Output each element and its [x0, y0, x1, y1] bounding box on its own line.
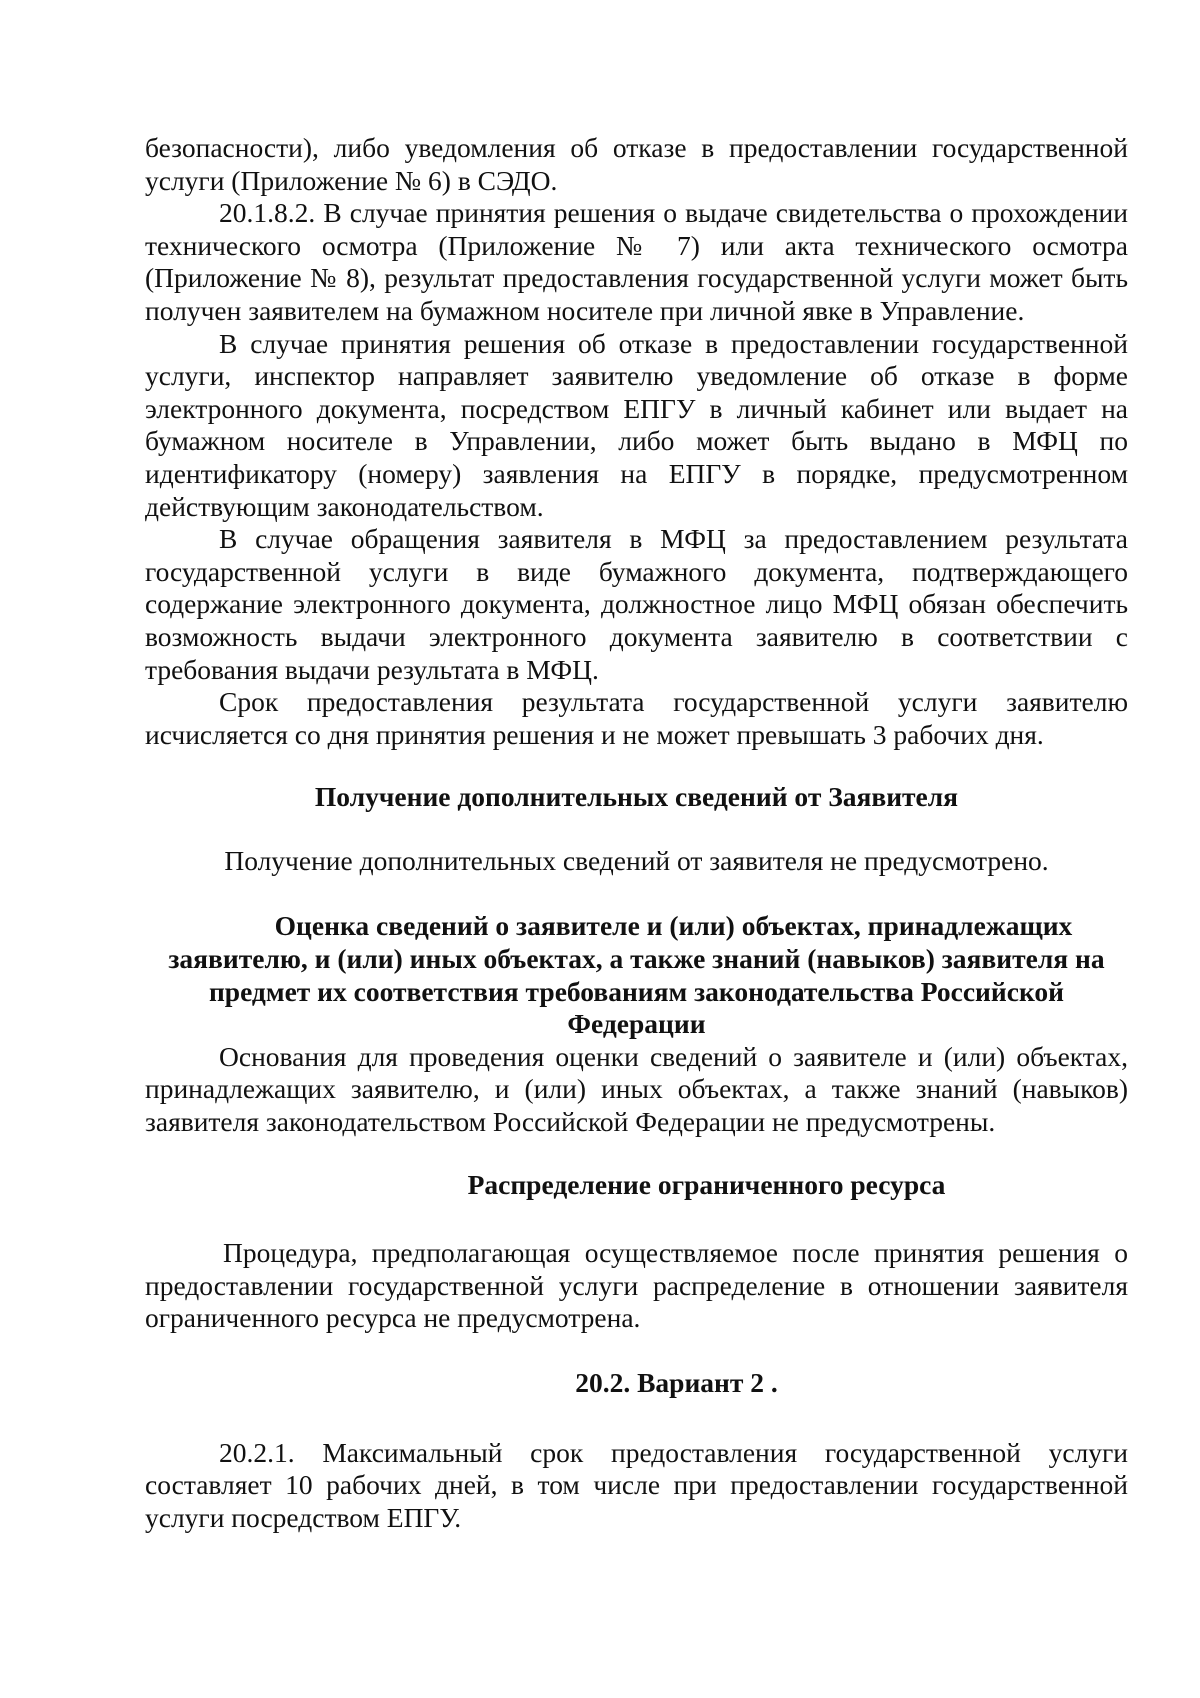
heading-applicant-assessment — [145, 910, 1128, 1040]
paragraph-mfc-request: В случае обращения заявителя в МФЦ за предоставлением результата государственной услуги в виде бумажного документа, подтверждающего содержание электронного документа, должностное лицо МФЦ обязан обеспечить возможность выдачи электронного документа заявителю в соответствии с требования выдачи результата в МФЦ. — [145, 523, 1128, 685]
heading-line: Оценка сведений о заявителе и (или) объектах, принадлежащих — [274, 910, 1073, 942]
paragraph-result-deadline: Срок предоставления результата государственной услуги заявителю исчисляется со дня принятия решения и не может превышать 3 рабочих дня. — [145, 686, 1128, 750]
paragraph-assessment-grounds: Основания для проведения оценки сведений о заявителе и (или) объектах, принадлежащих заявителю, и (или) иных объектах, а также знаний (навыков) заявителя законодательством Российской Федерации не предусмотрены. — [145, 1040, 1128, 1138]
heading-line: Федерации — [567, 1008, 706, 1040]
heading-variant-2: 20.2. Вариант 2 . — [575, 1367, 778, 1398]
heading-limited-resource: Распределение ограниченного ресурса — [467, 1168, 946, 1200]
paragraph-20-1-8-2: 20.1.8.2. В случае принятия решения о выдаче свидетельства о прохождении технического осмотра (Приложение № 7) или акта технического осмотра (Приложение № 8), результат предоставления государственной услуги может быть получен заявителем на бумажном носителе при личной явке в Управление. — [145, 197, 1128, 326]
paragraph-additional-info: Получение дополнительных сведений от заявителя не предусмотрено. — [224, 844, 1049, 876]
heading-line: предмет их соответствия требованиям законодательства Российской — [208, 975, 1065, 1007]
paragraph-continuation: безопасности), либо уведомления об отказе в предоставлении государственной услуги (Приложение № 6) в СЭДО. — [145, 132, 1128, 196]
paragraph-refusal-notice: В случае принятия решения об отказе в предоставлении государственной услуги, инспектор направляет заявителю уведомление об отказе в форме электронного документа, посредством ЕПГУ в личный кабинет или выдает на бумажном носителе в Управлении, либо может быть выдано в МФЦ по идентификатору (номеру) заявления на ЕПГУ в порядке, предусмотренном действующим законодательством. — [145, 327, 1128, 522]
heading-additional-info: Получение дополнительных сведений от Заявителя — [314, 781, 959, 813]
heading-line: заявителю, и (или) иных объектах, а также знаний (навыков) заявителя на — [168, 943, 1105, 975]
paragraph-limited-resource: Процедура, предполагающая осуществляемое после принятия решения о предоставлении государственной услуги распределение в отношении заявителя ограниченного ресурса не предусмотрена. — [145, 1237, 1128, 1334]
paragraph-20-2-1: 20.2.1. Максимальный срок предоставления государственной услуги составляет 10 рабочих дней, в том числе при предоставлении государственной услуги посредством ЕПГУ. — [145, 1436, 1128, 1533]
document-body — [145, 132, 1128, 1534]
